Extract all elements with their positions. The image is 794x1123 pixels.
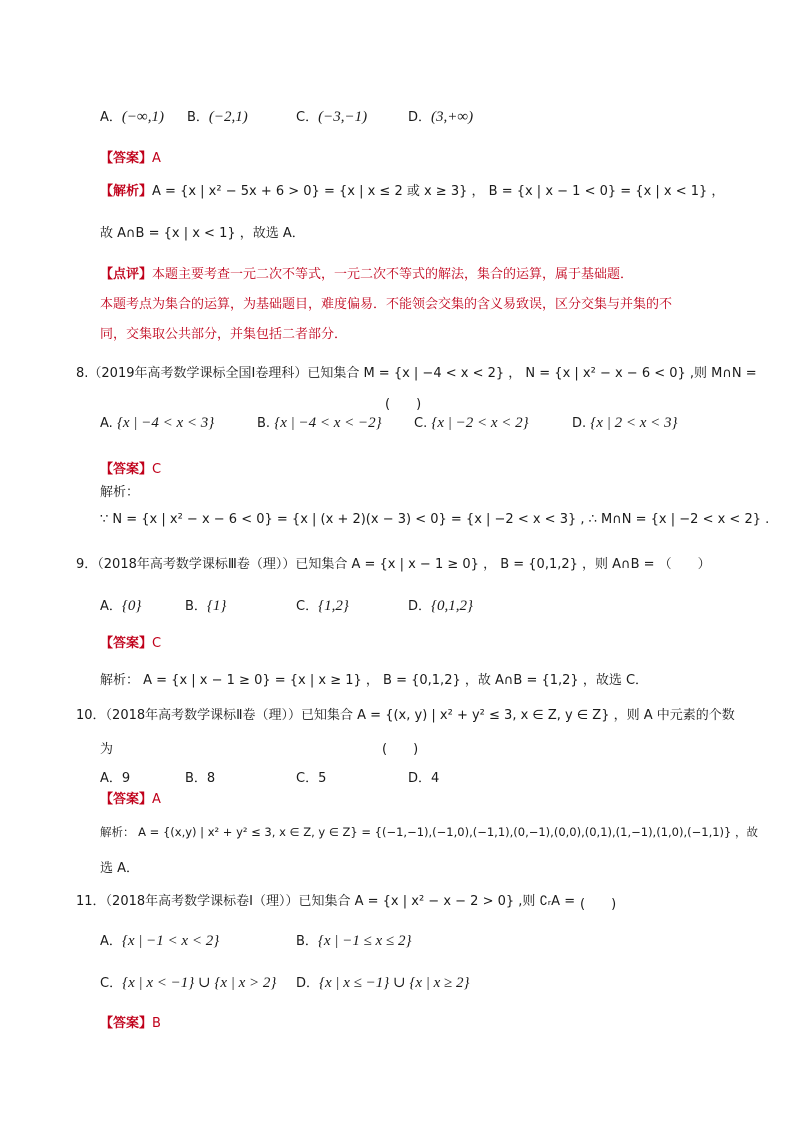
q8-analysis: ∵ N = {x | x² − x − 6 < 0} = {x | (x + 2)(x − 3) < 0} = {x | −2 < x < 3} , ∴ M∩N = {x | −2 < x < 2} . — [100, 512, 770, 527]
q7-option-c: C．(−3,−1) — [296, 109, 368, 125]
q8-option-b: B. {x | −4 < x < −2} — [257, 415, 382, 431]
q7-answer: 【答案】A — [100, 151, 161, 166]
q11-option-b: B．{x | −1 ≤ x ≤ 2} — [296, 933, 412, 949]
q7-comment-line-1: 【点评】本题主要考查一元二次不等式，一元二次不等式的解法，集合的运算，属于基础题． — [100, 267, 634, 282]
q11-option-c: C．{x | x < −1} ∪ {x | x > 2} — [100, 975, 277, 991]
q9-option-b: B．{1} — [185, 598, 227, 614]
q11-stem: 11．（2018年高考数学课标卷Ⅰ（理））已知集合 A = {x | x² − x − 2 > 0} ,则 ∁ᵣA = — [76, 894, 576, 909]
q10-answer: 【答案】A — [100, 792, 161, 807]
q10-option-d: D．4 — [408, 771, 440, 786]
q8-analysis-label: 解析： — [100, 485, 140, 500]
q11-answer: 【答案】B — [100, 1016, 161, 1031]
q9-stem: 9．（2018年高考数学课标Ⅲ卷（理））已知集合 A = {x | x − 1 ≥ 0} ， B = {0,1,2} ，则 A∩B = （ ） — [76, 557, 711, 572]
q10-option-b: B．8 — [185, 771, 216, 786]
q7-option-d: D．(3,+∞) — [408, 109, 474, 125]
q8-paren: ( ) — [385, 397, 422, 412]
q7-comment-line-2: 本题考点为集合的运算，为基础题目，难度偏易．不能领会交集的含义易致误，区分交集与并集的不 — [100, 297, 673, 312]
q7-comment-line-3: 同，交集取公共部分，并集包括二者部分． — [100, 327, 348, 342]
q7-analysis-line-2: 故 A∩B = {x | x < 1} ，故选 A． — [100, 226, 305, 241]
q10-option-c: C．5 — [296, 771, 327, 786]
q7-option-a: A．(−∞,1) — [100, 109, 164, 125]
q9-option-a: A．{0} — [100, 598, 142, 614]
q9-option-c: C．{1,2} — [296, 598, 349, 614]
q8-answer: 【答案】C — [100, 462, 162, 477]
q7-analysis-line-1: 【解析】A = {x | x² − 5x + 6 > 0} = {x | x ≤ 2 或 x ≥ 3} ， B = {x | x − 1 < 0} = {x | x < 1} ， — [100, 184, 725, 199]
q8-stem: 8.（2019年高考数学课标全国Ⅰ卷理科）已知集合 M = {x | −4 < x < 2} ， N = {x | x² − x − 6 < 0} ,则 M∩N = — [76, 366, 757, 381]
q10-option-a: A．9 — [100, 771, 131, 786]
q11-option-d: D．{x | x ≤ −1} ∪ {x | x ≥ 2} — [296, 975, 470, 991]
q8-option-c: C. {x | −2 < x < 2} — [414, 415, 529, 431]
q10-analysis-line-2: 选 A． — [100, 861, 140, 876]
q10-stem-line-1: 10．（2018年高考数学课标Ⅱ卷（理））已知集合 A = {(x, y) | x² + y² ≤ 3, x ∈ Z, y ∈ Z} ，则 A 中元素的个数 — [76, 708, 735, 723]
q8-option-d: D. {x | 2 < x < 3} — [572, 415, 678, 431]
q9-analysis: 解析： A = {x | x − 1 ≥ 0} = {x | x ≥ 1} ， B = {0,1,2} ，故 A∩B = {1,2} ，故选 C． — [100, 673, 649, 688]
q11-paren: ( ) — [580, 897, 617, 912]
q10-stem-line-2: 为 — [100, 742, 114, 757]
q9-answer: 【答案】C — [100, 636, 162, 651]
q8-option-a: A. {x | −4 < x < 3} — [100, 415, 215, 431]
q10-analysis-line-1: 解析： A = {(x,y) | x² + y² ≤ 3, x ∈ Z, y ∈ Z} = {(−1,−1),(−1,0),(−1,1),(0,−1),(0,0),(0,1),(1,−1),(1,0),(−1,1)} ，故 — [100, 825, 759, 839]
q10-paren: ( ) — [382, 742, 419, 757]
q7-option-b: B．(−2,1) — [187, 109, 248, 125]
q11-option-a: A．{x | −1 < x < 2} — [100, 933, 220, 949]
q9-option-d: D．{0,1,2} — [408, 598, 474, 614]
